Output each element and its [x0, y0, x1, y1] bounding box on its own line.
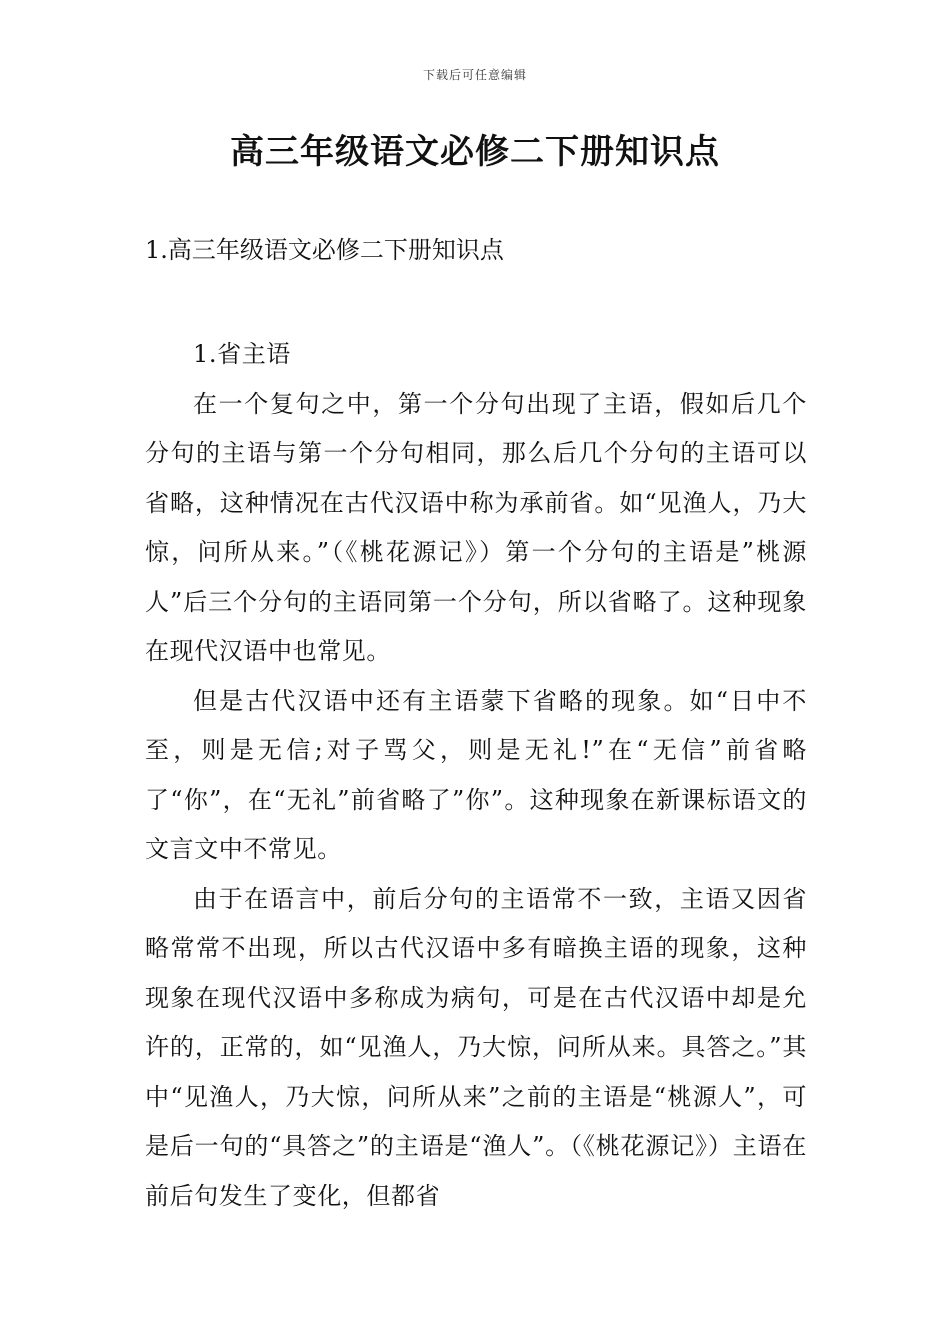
body-text [145, 330, 807, 1221]
document-title: 高三年级语文必修二下册知识点 [230, 132, 720, 172]
paragraph: 由于在语言中，前后分句的主语常不一致，主语又因省略常常不出现，所以古代汉语中多有暗换主语的现象，这种现象在现代汉语中多称成为病句，可是在古代汉语中却是允许的，正常的，如“见渔人，乃大惊，问所从来。具答之。”其中“见渔人，乃大惊，问所从来”之前的主语是“桃源人”，可是后一句的“具答之”的主语是“渔人”。（《桃花源记》）主语在前后句发生了变化，但都省 [145, 884, 807, 1210]
subsection-heading: 1.省主语 [193, 340, 291, 368]
paragraph: 在一个复句之中，第一个分句出现了主语，假如后几个分句的主语与第一个分句相同，那么后几个分句的主语可以省略，这种情况在古代汉语中称为承前省。如“见渔人，乃大惊，问所从来。”（《桃花源记》）第一个分句的主语是”桃源人”后三个分句的主语同第一个分句，所以省略了。这种现象在现代汉语中也常见。 [145, 389, 807, 665]
paragraph: 但是古代汉语中还有主语蒙下省略的现象。如“日中不至，则是无信;对子骂父，则是无礼!”在“无信”前省略了“你”，在“无礼”前省略了”你”。这种现象在新课标语文的文言文中不常见。 [145, 686, 807, 863]
section-heading: 1.高三年级语文必修二下册知识点 [145, 236, 504, 264]
header-note: 下载后可任意编辑 [422, 68, 527, 82]
